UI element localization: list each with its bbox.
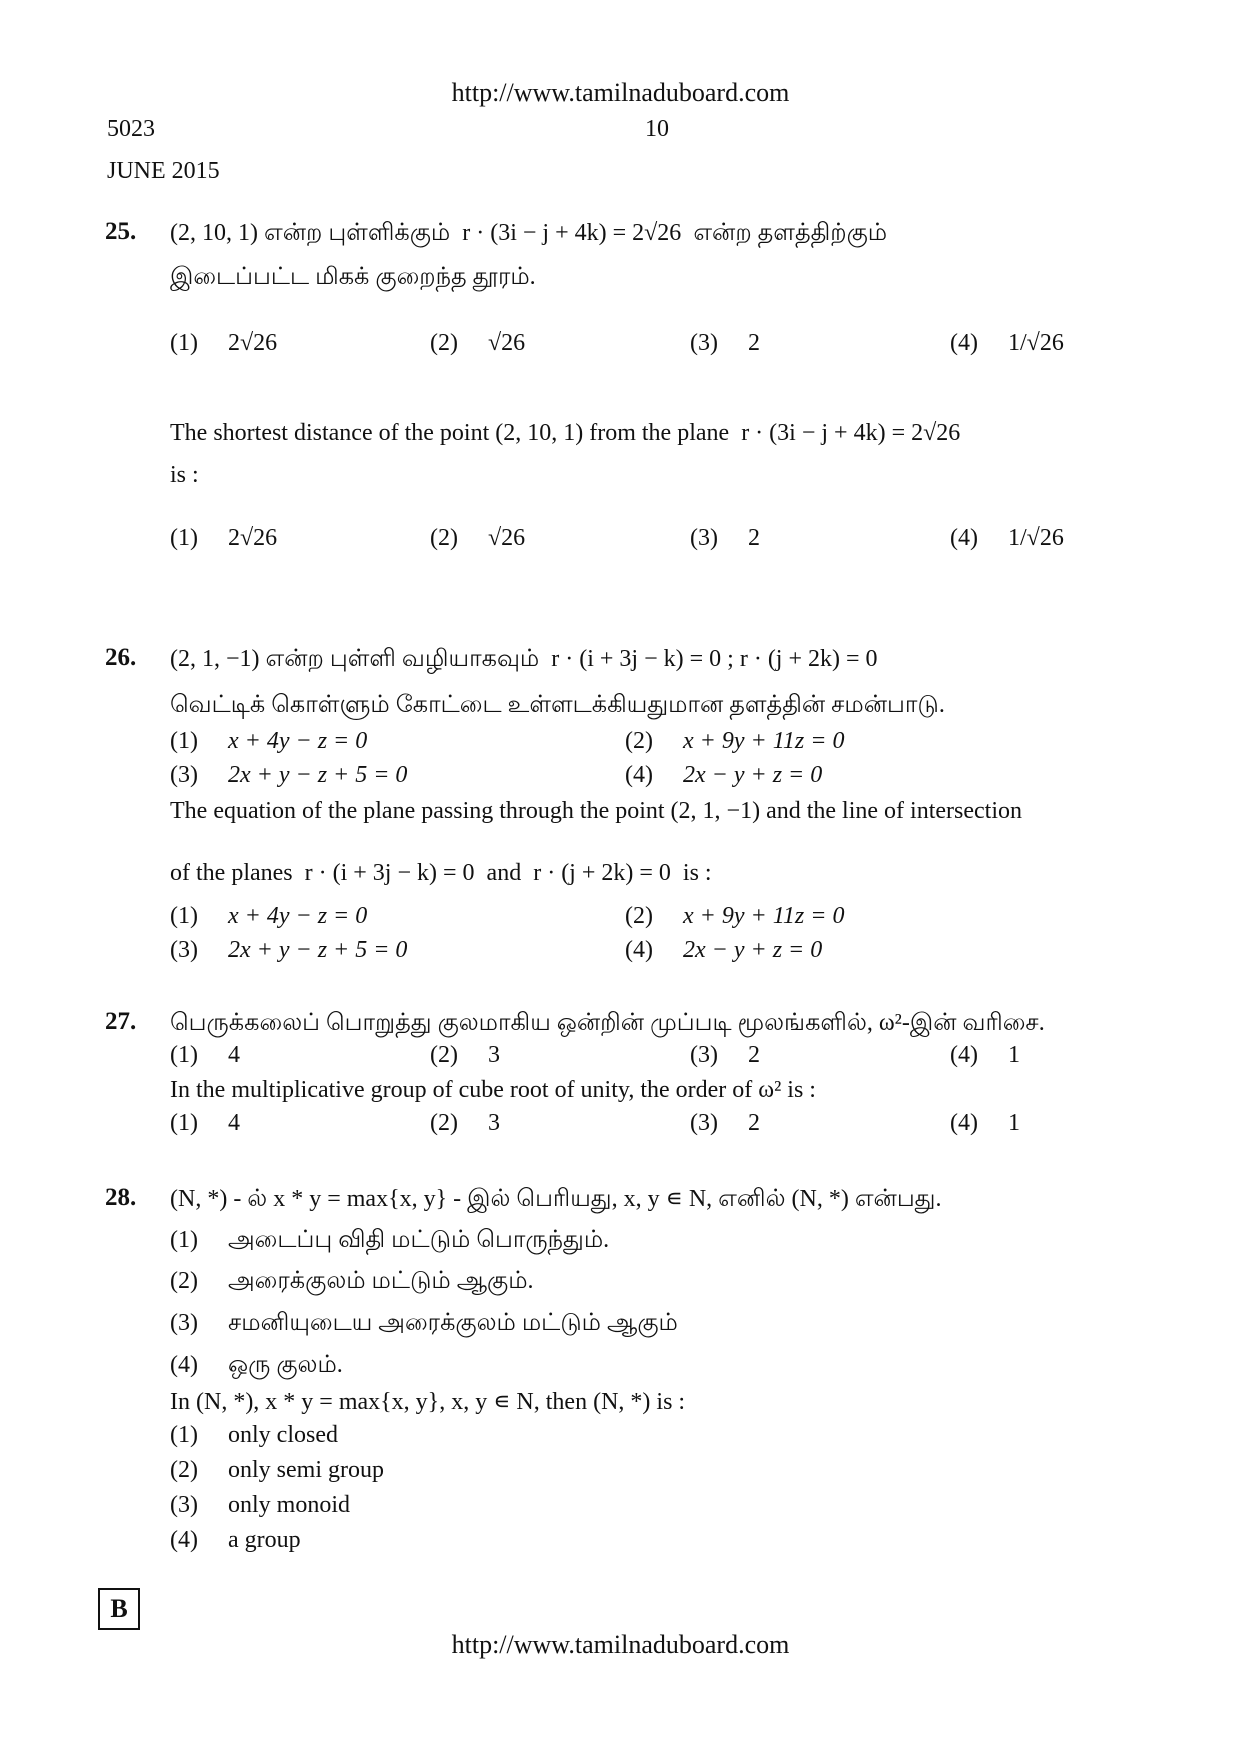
q26-en-option-2: (2) x + 9y + 11z = 0 — [625, 903, 845, 929]
q28-en-option-1: (1) only closed — [170, 1422, 338, 1448]
q28-ta-option-2: (2) அரைக்குலம் மட்டும் ஆகும். — [170, 1268, 534, 1294]
q25-ta-option-3: (3) 2 — [690, 330, 760, 356]
question-26-number: 26. — [105, 644, 137, 671]
q25-en-option-2: (2) √26 — [430, 525, 526, 551]
question-27-tamil: பெருக்கலைப் பொறுத்து குலமாகிய ஒன்றின் முப்படி மூலங்களில், ω²-இன் வரிசை. — [170, 1010, 1045, 1036]
q26-en-equation-1: r · (i + 3j − k) = 0 — [304, 860, 475, 886]
q25-equation: r · (3i − j + 4k) = 2√26 — [462, 220, 682, 246]
q28-ta-option-1: (1) அடைப்பு விதி மட்டும் பொருந்தும். — [170, 1227, 610, 1253]
q27-ta-option-3: (3) 2 — [690, 1042, 760, 1068]
q26-ta-option-3: (3) 2x + y − z + 5 = 0 — [170, 762, 408, 788]
q26-en-option-4: (4) 2x − y + z = 0 — [625, 937, 823, 963]
q27-ta-option-2: (2) 3 — [430, 1042, 500, 1068]
q27-ta-option-4: (4) 1 — [950, 1042, 1020, 1068]
question-27-english: In the multiplicative group of cube root of unity, the order of ω² is : — [170, 1077, 816, 1103]
q25-en-equation: r · (3i − j + 4k) = 2√26 — [741, 420, 961, 446]
question-28-number: 28. — [105, 1184, 137, 1211]
question-25-english-line1: The shortest distance of the point (2, 10, 1) from the plane r · (3i − j + 4k) = 2√26 — [170, 420, 961, 446]
page-number: 10 — [645, 116, 669, 142]
question-26-tamil-line1: (2, 1, −1) என்ற புள்ளி வழியாகவும் r · (i + 3j − k) = 0 ; r · (j + 2k) = 0 — [170, 646, 878, 672]
q26-en-option-3: (3) 2x + y − z + 5 = 0 — [170, 937, 408, 963]
q27-en-option-1: (1) 4 — [170, 1110, 240, 1136]
q27-en-option-4: (4) 1 — [950, 1110, 1020, 1136]
q28-en-option-3: (3) only monoid — [170, 1492, 351, 1518]
header-url[interactable]: http://www.tamilnaduboard.com — [451, 78, 790, 107]
q26-equations: r · (i + 3j − k) = 0 ; r · (j + 2k) = 0 — [551, 646, 878, 672]
question-27-number: 27. — [105, 1008, 137, 1035]
q25-ta-option-1: (1) 2√26 — [170, 330, 278, 356]
question-25-number: 25. — [105, 218, 137, 245]
q25-ta-option-2: (2) √26 — [430, 330, 526, 356]
q26-ta-option-2: (2) x + 9y + 11z = 0 — [625, 728, 845, 754]
question-28-english: In (N, *), x * y = max{x, y}, x, y ∊ N, then (N, *) is : — [170, 1389, 686, 1415]
question-25-english-line2: is : — [170, 462, 199, 488]
q26-en-equation-2: r · (j + 2k) = 0 — [533, 860, 671, 886]
q28-ta-option-3: (3) சமனியுடைய அரைக்குலம் மட்டும் ஆகும் — [170, 1310, 678, 1336]
q25-en-option-3: (3) 2 — [690, 525, 760, 551]
q26-ta-option-4: (4) 2x − y + z = 0 — [625, 762, 823, 788]
question-28-tamil: (N, *) - ல் x * y = max{x, y} - இல் பெரியது, x, y ∊ N, எனில் (N, *) என்பது. — [170, 1186, 942, 1212]
q25-ta-option-4: (4) 1/√26 — [950, 330, 1064, 356]
question-26-english-line1: The equation of the plane passing through the point (2, 1, −1) and the line of intersection — [170, 798, 1022, 824]
q27-en-option-3: (3) 2 — [690, 1110, 760, 1136]
question-25-tamil-line1: (2, 10, 1) என்ற புள்ளிக்கும் r · (3i − j + 4k) = 2√26 என்ற தளத்திற்கும் — [170, 220, 888, 246]
exam-date: JUNE 2015 — [107, 158, 220, 184]
question-26-tamil-line2: வெட்டிக் கொள்ளும் கோட்டை உள்ளடக்கியதுமான தளத்தின் சமன்பாடு. — [170, 692, 945, 718]
q25-en-option-4: (4) 1/√26 — [950, 525, 1064, 551]
q25-en-option-1: (1) 2√26 — [170, 525, 278, 551]
q28-en-option-2: (2) only semi group — [170, 1457, 384, 1483]
question-25-tamil-line2: இடைப்பட்ட மிகக் குறைந்த தூரம். — [170, 264, 536, 290]
q28-ta-option-4: (4) ஒரு குலம். — [170, 1352, 343, 1378]
q26-en-option-1: (1) x + 4y − z = 0 — [170, 903, 368, 929]
paper-code: 5023 — [107, 116, 155, 142]
footer-url[interactable]: http://www.tamilnaduboard.com — [451, 1630, 790, 1659]
question-26-english-line2: of the planes r · (i + 3j − k) = 0 and r · (j + 2k) = 0 is : — [170, 860, 712, 886]
q28-en-option-4: (4) a group — [170, 1527, 301, 1553]
q27-en-option-2: (2) 3 — [430, 1110, 500, 1136]
q27-ta-option-1: (1) 4 — [170, 1042, 240, 1068]
q26-ta-option-1: (1) x + 4y − z = 0 — [170, 728, 368, 754]
booklet-series-box: B — [98, 1588, 140, 1630]
